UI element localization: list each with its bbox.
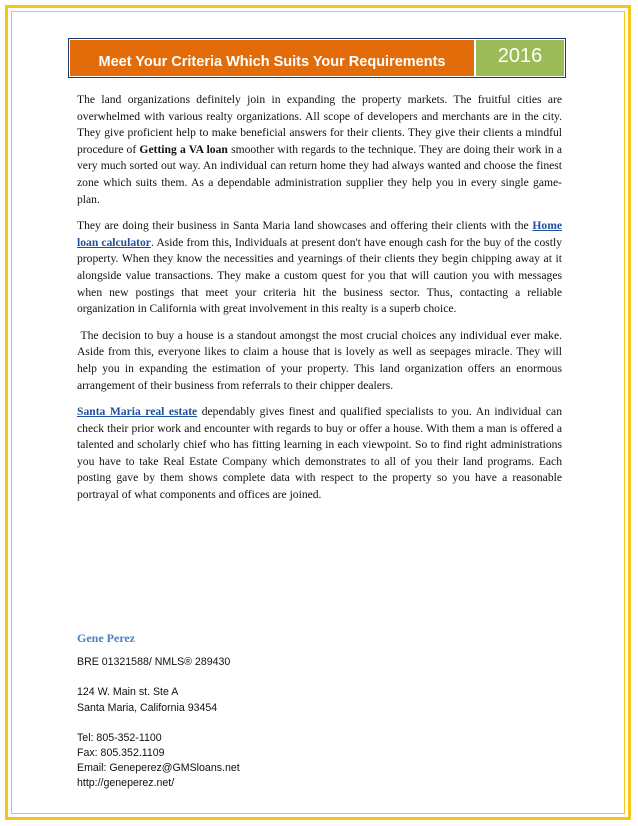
paragraph-1-text-before: The land organizations definitely join in expanding the property markets. The fruitful cities are overwhelmed with various realty organizations. All scope of developers and merchants are in the city. They give proficient help to make beneficial answers for their clients. They give their clients a mindful procedure of [77, 93, 562, 156]
article-body [77, 92, 565, 514]
paragraph-4 [77, 404, 562, 504]
fax: Fax: 805.352.1109 [77, 747, 165, 760]
paragraph-1-text-after: smoother with regards to the technique. They are doing their work in a very much sorted out way. An individual can return home they had always wanted and choose the finest zone which suits them. As a dependable administration supplier they help you in every single game-plan. [77, 142, 562, 206]
santa-maria-real-estate-link[interactable]: Santa Maria real estate [77, 405, 198, 419]
address-line-2: Santa Maria, California 93454 [77, 701, 218, 714]
header-year: 2016 [476, 40, 564, 76]
home-loan-calculator-link[interactable]: Home loan calculator [77, 219, 562, 249]
header-banner [68, 38, 566, 78]
license-number: BRE 01321588/ NMLS® 289430 [77, 656, 231, 669]
paragraph-2-text-after: . Aside from this, Individuals at present don't have enough cash for the buy of the costly property. When they know the necessities and yearnings of their clients they begin chipping away at it alongside value transactions. They make a custom quest for you that will caution you with messages when new postings that meet your criteria hit the business sector. Thus, contacting a reliable organization in California with great involvement in this realty is a superb choice. [77, 235, 562, 316]
paragraph-2-text-before: They are doing their business in Santa Maria land showcases and offering their clients with the [77, 219, 533, 233]
signature-block [77, 631, 377, 792]
header-title: Meet Your Criteria Which Suits Your Requirements [70, 40, 474, 76]
address-line-1: 124 W. Main st. Ste A [77, 686, 179, 699]
paragraph-4-text-after: dependably gives finest and qualified specialists to you. An individual can check their prior work and encounter with regards to buy or offer a house. With them a man is offered a talented and scholarly chief who has fitting learning in each viewpoint. So to find right administrations you have to take Real Estate Company which demonstrates to all of you their land programs. Each posting gave by them shows complete data with respect to the property so you have a reasonable portrayal of what components and offices are joined. [77, 405, 562, 502]
paragraph-3-text: The decision to buy a house is a standout amongst the most crucial choices any individual ever make. Aside from this, everyone likes to claim a house that is lovely as well as seepages miracle. They will help you in expanding the estimation of your property. This land organization offers an enormous arrangement of their business from referrals to their chipper dealers. [77, 328, 565, 392]
telephone: Tel: 805-352-1100 [77, 731, 162, 744]
website-link[interactable]: http://geneperez.net/ [77, 777, 175, 790]
paragraph-1 [77, 92, 562, 208]
paragraph-2 [77, 218, 562, 318]
signature-name: Gene Perez [77, 631, 136, 645]
email[interactable]: Email: Geneperez@GMSloans.net [77, 762, 240, 775]
va-loan-bold: Getting a VA loan [139, 142, 228, 156]
paragraph-3 [77, 328, 565, 394]
